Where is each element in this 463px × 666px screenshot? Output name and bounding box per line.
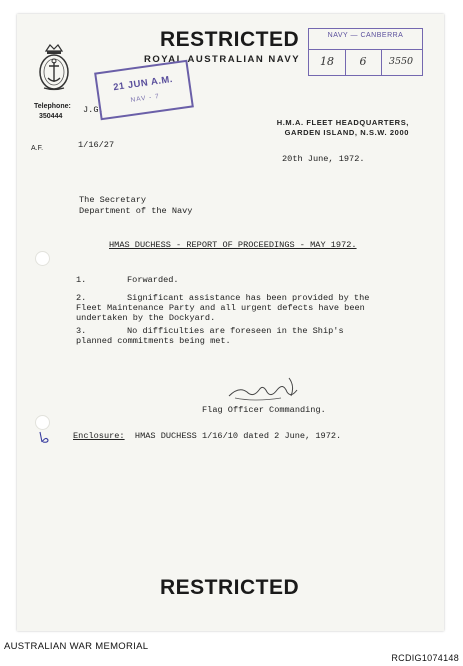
addressee-line1: The Secretary	[79, 195, 147, 205]
document-page	[17, 14, 444, 631]
institution-caption: AUSTRALIAN WAR MEMORIAL	[4, 641, 149, 652]
registry-stamp	[308, 28, 423, 76]
enclosure-text: HMAS DUCHESS 1/16/10 dated 2 June, 1972.	[134, 431, 342, 441]
service-name: ROYAL AUSTRALIAN NAVY	[144, 54, 301, 65]
enclosure-line	[73, 431, 341, 442]
paragraph-line: planned commitments being met.	[76, 336, 231, 346]
classification-top: RESTRICTED	[160, 28, 300, 51]
paragraph-line: Fleet Maintenance Party and all urgent defects have been	[76, 303, 365, 313]
received-date-stamp	[94, 60, 194, 121]
subject-line	[109, 240, 357, 251]
telephone-number: 350444	[39, 113, 63, 120]
registry-cell: 6	[359, 55, 367, 68]
registry-title: NAVY — CANBERRA	[327, 32, 404, 39]
paragraph-text: Forwarded.	[127, 275, 179, 285]
classification-bottom: RESTRICTED	[160, 576, 300, 599]
punch-hole	[35, 251, 50, 266]
handwritten-signature	[225, 372, 305, 406]
hq-line1: H.M.A. FLEET HEADQUARTERS,	[276, 118, 409, 127]
paragraph-line: Significant assistance has been provided by the	[127, 293, 370, 303]
reference-number: 1/16/27	[78, 140, 115, 150]
naval-crest-logo	[36, 42, 72, 92]
signature-title: Flag Officer Commanding.	[202, 405, 326, 415]
enclosure-label: Enclosure:	[73, 431, 125, 441]
registry-cell: 18	[320, 55, 334, 68]
stamp-line2: NAV - 7	[130, 92, 161, 104]
paragraph-number: 3.	[76, 326, 87, 336]
stamp-date: 21 JUN A.M.	[112, 73, 174, 94]
subject-text: HMAS DUCHESS - REPORT OF PROCEEDINGS - MAY 1972.	[109, 240, 357, 250]
record-id: RCDIG1074148	[391, 653, 459, 663]
addressee-line2: Department of the Navy	[79, 206, 193, 216]
registry-cell: 3550	[388, 56, 414, 67]
reference-prefix: A.F.	[31, 145, 44, 152]
punch-hole	[35, 415, 50, 430]
paragraph-number: 2.	[76, 293, 87, 303]
paragraph-number: 1.	[76, 275, 87, 285]
paragraph-line: No difficulties are foreseen in the Ship's	[127, 326, 344, 336]
hq-address	[277, 118, 409, 138]
margin-annotation-mark	[37, 430, 51, 444]
telephone-label: Telephone:	[34, 103, 71, 110]
document-date: 20th June, 1972.	[282, 154, 365, 164]
initials: J.G.	[83, 105, 104, 115]
hq-line2: GARDEN ISLAND, N.S.W. 2000	[284, 128, 409, 137]
paragraph-line: undertaken by the Dockyard.	[76, 313, 216, 323]
